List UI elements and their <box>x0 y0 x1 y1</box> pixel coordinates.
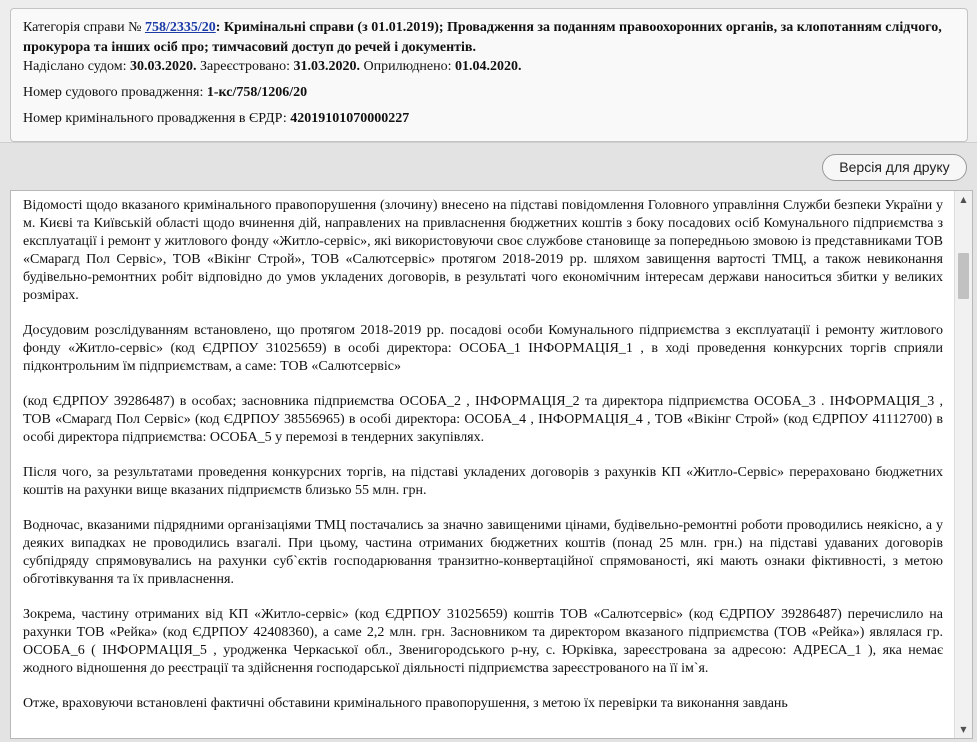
case-info-panel <box>10 8 968 142</box>
registered-date: 31.03.2020. <box>293 59 360 74</box>
document-panel <box>0 142 977 742</box>
case-dates-line <box>23 58 955 76</box>
sent-label: Надіслано судом: <box>23 59 130 74</box>
document-text <box>23 197 943 730</box>
published-label: Оприлюднено: <box>359 59 456 74</box>
erdr-label: Номер кримінального провадження в ЄРДР: <box>23 111 291 126</box>
erdr-number: 42019101070000227 <box>290 111 410 126</box>
document-paragraph: Відомості щодо вказаного кримінального правопорушення (злочину) внесено на підставі повідомлення Головного управління Служби безпеки України у м. Києві та Київській області щодо вчинення дій, направлених на привласнення бюджетних коштів з боку посадових осіб Комунального підприємства з експлуатації і ремонт у житлового фонду «Житло-сервіс», які використовуючи своє службове становище за попередньою змовою із представниками ТОВ «Смарагд Пол Сервіс», ТОВ «Вікінг Строй», ТОВ «Салютсервіс» протягом 2018-2019 рр. шляхом завищення вартості ТМЦ, а також невиконання будівельно-ремонтних робіт відповідно до умов укладених договорів, в результаті чого економічним інтересам держави наноситься збитки у великих розмірах. <box>23 198 943 303</box>
document-viewer[interactable] <box>10 190 973 739</box>
court-case-number: 1-кс/758/1206/20 <box>206 85 308 100</box>
case-category-value: : Кримінальні справи (з 01.01.2019); Провадження за поданням правоохоронних органів, за клопотанням слідчого, прокурора та інших осіб про; тимчасовий доступ до речей і документів. <box>23 20 942 55</box>
document-paragraph: Досудовим розслідуванням встановлено, що протягом 2018-2019 рр. посадові особи Комунального підприємства з експлуатації і ремонту житлового фонду «Житло-сервіс» (код ЄДРПОУ 31025659) в особі директора: ОСОБА_1 ІНФОРМАЦІЯ_1 , в ході проведення конкурсних торгів сприяли підконтрольним їм підприємствам, а саме: ТОВ «Салютсервіс» <box>23 323 943 374</box>
scrollbar-thumb[interactable] <box>958 253 969 299</box>
court-case-label: Номер судового провадження: <box>23 85 207 100</box>
registered-label: Зареєстровано: <box>196 59 294 74</box>
vertical-scrollbar[interactable] <box>954 191 972 738</box>
scroll-up-arrow-icon[interactable]: ▲ <box>960 195 967 204</box>
case-number-link[interactable]: 758/2335/20 <box>144 20 216 35</box>
document-paragraph: Отже, враховуючи встановлені фактичні обставини кримінального правопорушення, з метою їх перевірки та виконання завдань <box>23 696 788 711</box>
document-paragraph: Водночас, вказаними підрядними організаціями ТМЦ постачались за значно завищеними цінами, будівельно-ремонтні роботи проводились неякісно, а у деяких випадках не проводились взагалі. При цьому, частина отриманих бюджетних коштів (понад 25 млн. грн.) на підставі удаваних договорів субпідряду спрямовувались на рахунки суб`єктів господарювання транзитно-конвертаційної спрямованості, які мають ознаки фіктивності, з метою обготівкування та їх привласнення. <box>23 518 943 587</box>
erdr-line <box>23 110 955 128</box>
case-category-label: Категорія справи № <box>23 20 145 35</box>
published-date: 01.04.2020. <box>455 59 522 74</box>
document-paragraph: (код ЄДРПОУ 39286487) в особах; засновника підприємства ОСОБА_2 , ІНФОРМАЦІЯ_2 та директора підприємства ОСОБА_3 . ІНФОРМАЦІЯ_3 , ТОВ «Смарагд Пол Сервіс» (код ЄДРПОУ 38556965) в особі директора: ОСОБА_4 , ІНФОРМАЦІЯ_4 , ТОВ «Вікінг Строй» (код ЄДРПОУ 41112700) в особі директора підприємства: ОСОБА_5 у перемозі в тендерних закупівлях. <box>23 394 943 445</box>
case-category-line <box>23 18 955 58</box>
document-paragraph: Зокрема, частину отриманих від КП «Житло-сервіс» (код ЄДРПОУ 31025659) коштів ТОВ «Салютсервіс» (код ЄДРПОУ 39286487) перечислило на рахунки ТОВ «Рейка» (код ЄДРПОУ 42408360), а саме 2,2 млн. грн. Засновником та директором вказаного підприємства (ТОВ «Рейка») являлася гр. ОСОБА_6 ( ІНФОРМАЦІЯ_5 , уродженка Черкаської обл., Звенигородського р-ну, с. Юрківка, зареєстрована за адресою: АДРЕСА_1 ), яка немає жодного відношення до реєстрації та здійснення господарської діяльності підприємства зареєстрованого на її ім`я. <box>23 607 943 676</box>
sent-date: 30.03.2020. <box>130 59 197 74</box>
scroll-down-arrow-icon[interactable]: ▼ <box>960 725 967 734</box>
document-paragraph: Після чого, за результатами проведення конкурсних торгів, на підставі укладених договорів з рахунків КП «Житло-Сервіс» перераховано бюджетних коштів на рахунки вище вказаних підприємств близько 55 млн. грн. <box>23 465 943 498</box>
print-version-button[interactable]: Версія для друку <box>822 154 967 181</box>
court-case-line <box>23 84 955 102</box>
